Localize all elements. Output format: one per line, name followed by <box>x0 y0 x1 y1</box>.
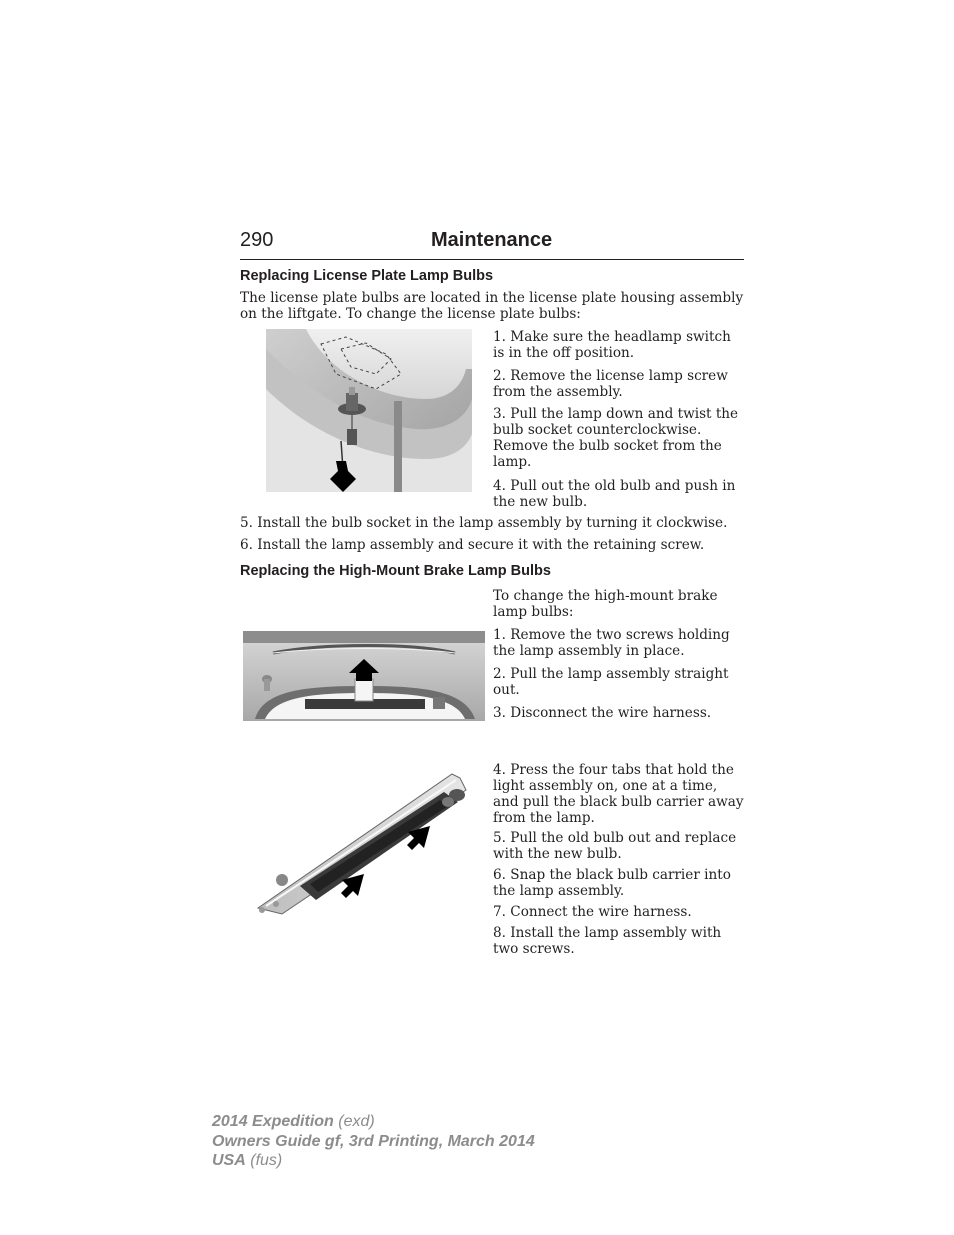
brake-step-1: 1. Remove the two screws holding the lamp assembly in place. <box>493 627 730 659</box>
brake-step-8: 8. Install the lamp assembly with two screws. <box>493 925 722 957</box>
brake-step-3: 3. Disconnect the wire harness. <box>493 705 712 721</box>
license-plate-intro-line2: on the liftgate. To change the license plate bulbs: <box>240 306 581 322</box>
footer-guide: Owners Guide gf, 3rd Printing, March 2014 <box>212 1132 535 1150</box>
license-step-2: 2. Remove the license lamp screw from the assembly. <box>493 368 728 400</box>
footer-model: 2014 Expedition <box>212 1113 334 1130</box>
bulb-carrier-illustration <box>252 768 474 916</box>
license-step-1: 1. Make sure the headlamp switch is in the off position. <box>493 329 731 361</box>
brake-step-7: 7. Connect the wire harness. <box>493 904 692 920</box>
brake-lamp-heading: Replacing the High-Mount Brake Lamp Bulbs <box>240 563 551 579</box>
footer <box>212 1112 535 1171</box>
brake-step-4: 4. Press the four tabs that hold the light assembly on, one at a time, and pull the black bulb carrier away from the lamp. <box>493 762 744 826</box>
page-number: 290 <box>240 229 274 251</box>
license-step-3: 3. Pull the lamp down and twist the bulb socket counterclockwise. Remove the bulb socket from the lamp. <box>493 406 739 470</box>
footer-model-code: (exd) <box>338 1113 375 1130</box>
brake-step-6: 6. Snap the black bulb carrier into the lamp assembly. <box>493 867 731 899</box>
footer-line-2 <box>212 1132 535 1152</box>
footer-line-1 <box>212 1112 535 1132</box>
footer-market: USA <box>212 1152 246 1169</box>
brake-step-2: 2. Pull the lamp assembly straight out. <box>493 666 729 698</box>
brake-step-5: 5. Pull the old bulb out and replace with the new bulb. <box>493 830 737 862</box>
high-mount-lamp-illustration <box>243 631 485 721</box>
header-divider <box>240 259 744 260</box>
brake-lamp-intro: To change the high-mount brake lamp bulbs: <box>493 588 718 620</box>
license-plate-lamp-illustration <box>266 329 472 492</box>
license-step-5: 5. Install the bulb socket in the lamp assembly by turning it clockwise. <box>240 515 728 531</box>
license-plate-heading: Replacing License Plate Lamp Bulbs <box>240 268 494 284</box>
section-title: Maintenance <box>431 229 553 251</box>
license-plate-intro-line1: The license plate bulbs are located in the license plate housing assembly <box>240 290 744 306</box>
footer-market-code: (fus) <box>250 1152 283 1169</box>
license-step-6: 6. Install the lamp assembly and secure it with the retaining screw. <box>240 537 705 553</box>
footer-line-3 <box>212 1151 535 1171</box>
license-step-4: 4. Pull out the old bulb and push in the new bulb. <box>493 478 736 510</box>
